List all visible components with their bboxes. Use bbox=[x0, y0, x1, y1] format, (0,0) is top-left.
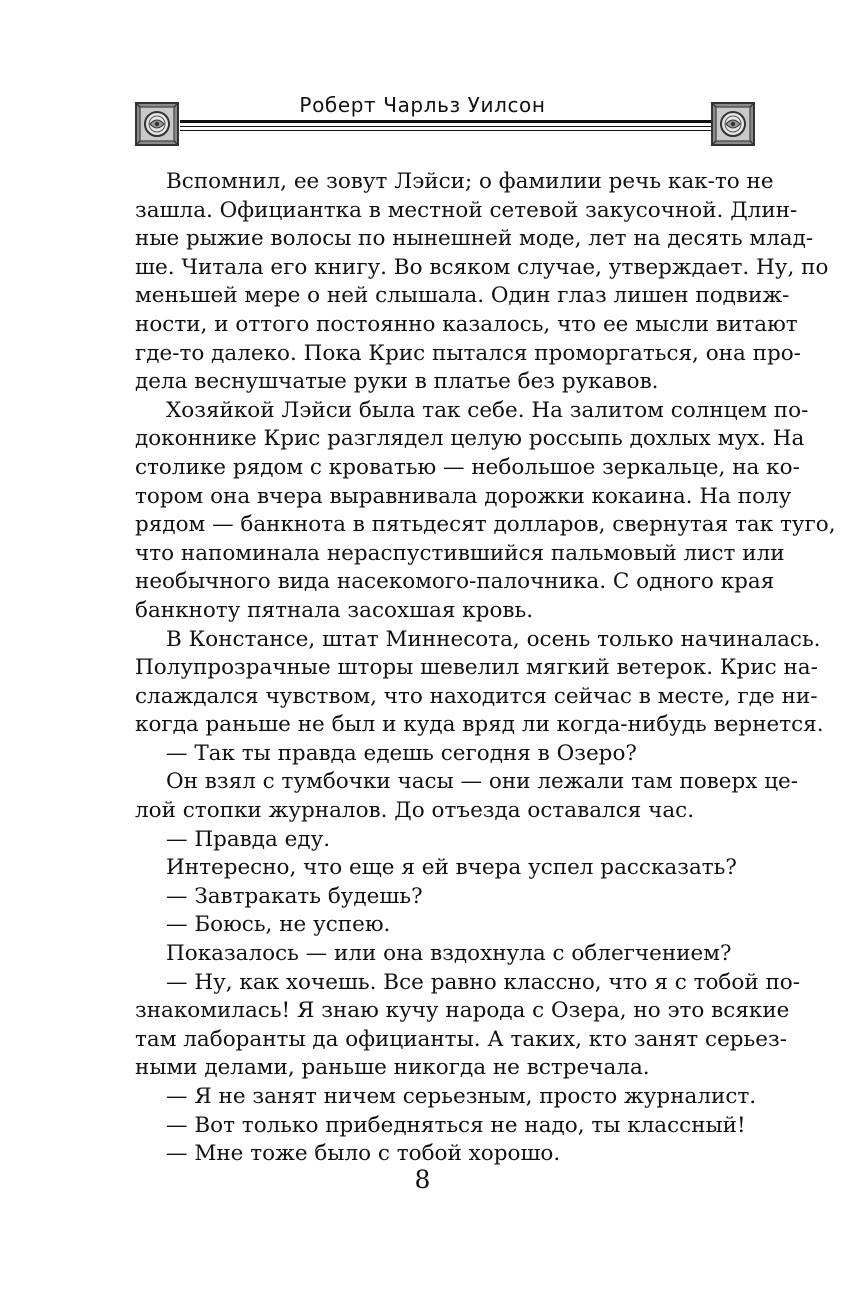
text-line: Вспомнил, ее зовут Лэйси; о фамилии речь как-то не bbox=[166, 169, 774, 194]
text-line: Хозяйкой Лэйси была так себе. На залитом солнцем по- bbox=[166, 397, 809, 423]
text-line: ше. Читала его книгу. Во всяком случае, утверждает. Ну, по bbox=[135, 254, 829, 280]
text-line: — Боюсь, не успею. bbox=[166, 912, 391, 938]
text-line: ности, и оттого постоянно казалось, что ее мысли витают bbox=[135, 311, 798, 337]
text-line: В Констансе, штат Миннесота, осень только начиналась. bbox=[166, 626, 821, 652]
text-line: когда раньше не был и куда вряд ли когда-нибудь вернется. bbox=[135, 712, 824, 738]
text-line: знакомилась! Я знаю кучу народа с Озера, но это всякие bbox=[135, 998, 790, 1024]
header-rule-thick bbox=[180, 120, 717, 123]
ornament-right-icon bbox=[711, 102, 755, 146]
text-line: где-то далеко. Пока Крис пытался проморгаться, она про- bbox=[135, 340, 801, 366]
text-line: — Ну, как хочешь. Все равно классно, что я с тобой по- bbox=[166, 969, 801, 995]
text-line: — Так ты правда едешь сегодня в Озеро? bbox=[166, 740, 637, 766]
text-line: Он взял с тумбочки часы — они лежали там поверх це- bbox=[166, 769, 799, 795]
text-line: тором она вчера выравнивала дорожки кокаина. На полу bbox=[135, 483, 792, 509]
text-line: зашла. Официантка в местной сетевой закусочной. Длин- bbox=[135, 197, 798, 223]
text-line: — Я не занят ничем серьезным, просто журналист. bbox=[166, 1084, 757, 1109]
text-line: слаждался чувством, что находится сейчас в месте, где ни- bbox=[135, 683, 818, 709]
running-head-author: Роберт Чарльз Уилсон bbox=[299, 93, 546, 117]
text-line: ные рыжие волосы по нынешней моде, лет на десять млад- bbox=[135, 226, 814, 252]
text-line: — Вот только прибедняться не надо, ты классный! bbox=[166, 1112, 746, 1138]
text-line: столике рядом с кроватью — небольшое зеркальце, на ко- bbox=[135, 454, 800, 480]
text-line: лой стопки журналов. До отъезда оставался час. bbox=[135, 798, 695, 824]
text-line: там лаборанты да официанты. А таких, кто занят серьез- bbox=[135, 1026, 787, 1052]
text-line: доконнике Крис разглядел целую россыпь дохлых мух. На bbox=[135, 426, 805, 452]
text-line: Показалось — или она вздохнула с облегчением? bbox=[166, 941, 732, 967]
ornament-left-icon bbox=[135, 102, 179, 146]
text-line: меньшей мере о ней слышала. Один глаз лишен подвиж- bbox=[135, 283, 790, 309]
text-line: рядом — банкнота в пятьдесят долларов, свернутая так туго, bbox=[135, 512, 836, 538]
text-line: банкноту пятнала засохшая кровь. bbox=[135, 597, 534, 623]
text-line: Полупрозрачные шторы шевелил мягкий ветерок. Крис на- bbox=[135, 655, 818, 681]
page-number: 8 bbox=[414, 1165, 431, 1194]
running-header bbox=[0, 0, 845, 160]
text-line: Интересно, что еще я ей вчера успел рассказать? bbox=[166, 855, 737, 881]
text-line: — Завтракать будешь? bbox=[166, 883, 423, 909]
body-text bbox=[135, 168, 836, 1169]
text-line: дела веснушчатые руки в платье без рукавов. bbox=[135, 369, 659, 395]
header-rule-thin bbox=[180, 130, 717, 131]
text-line: что напоминала нераспустившийся пальмовый лист или bbox=[135, 540, 785, 566]
text-line: ными делами, раньше никогда не встречала. bbox=[135, 1055, 650, 1081]
text-line: необычного вида насекомого-палочника. С одного края bbox=[135, 569, 775, 595]
text-line: — Мне тоже было с тобой хорошо. bbox=[166, 1141, 561, 1167]
text-line: — Правда еду. bbox=[166, 826, 331, 852]
header-rule-thin bbox=[180, 126, 717, 127]
